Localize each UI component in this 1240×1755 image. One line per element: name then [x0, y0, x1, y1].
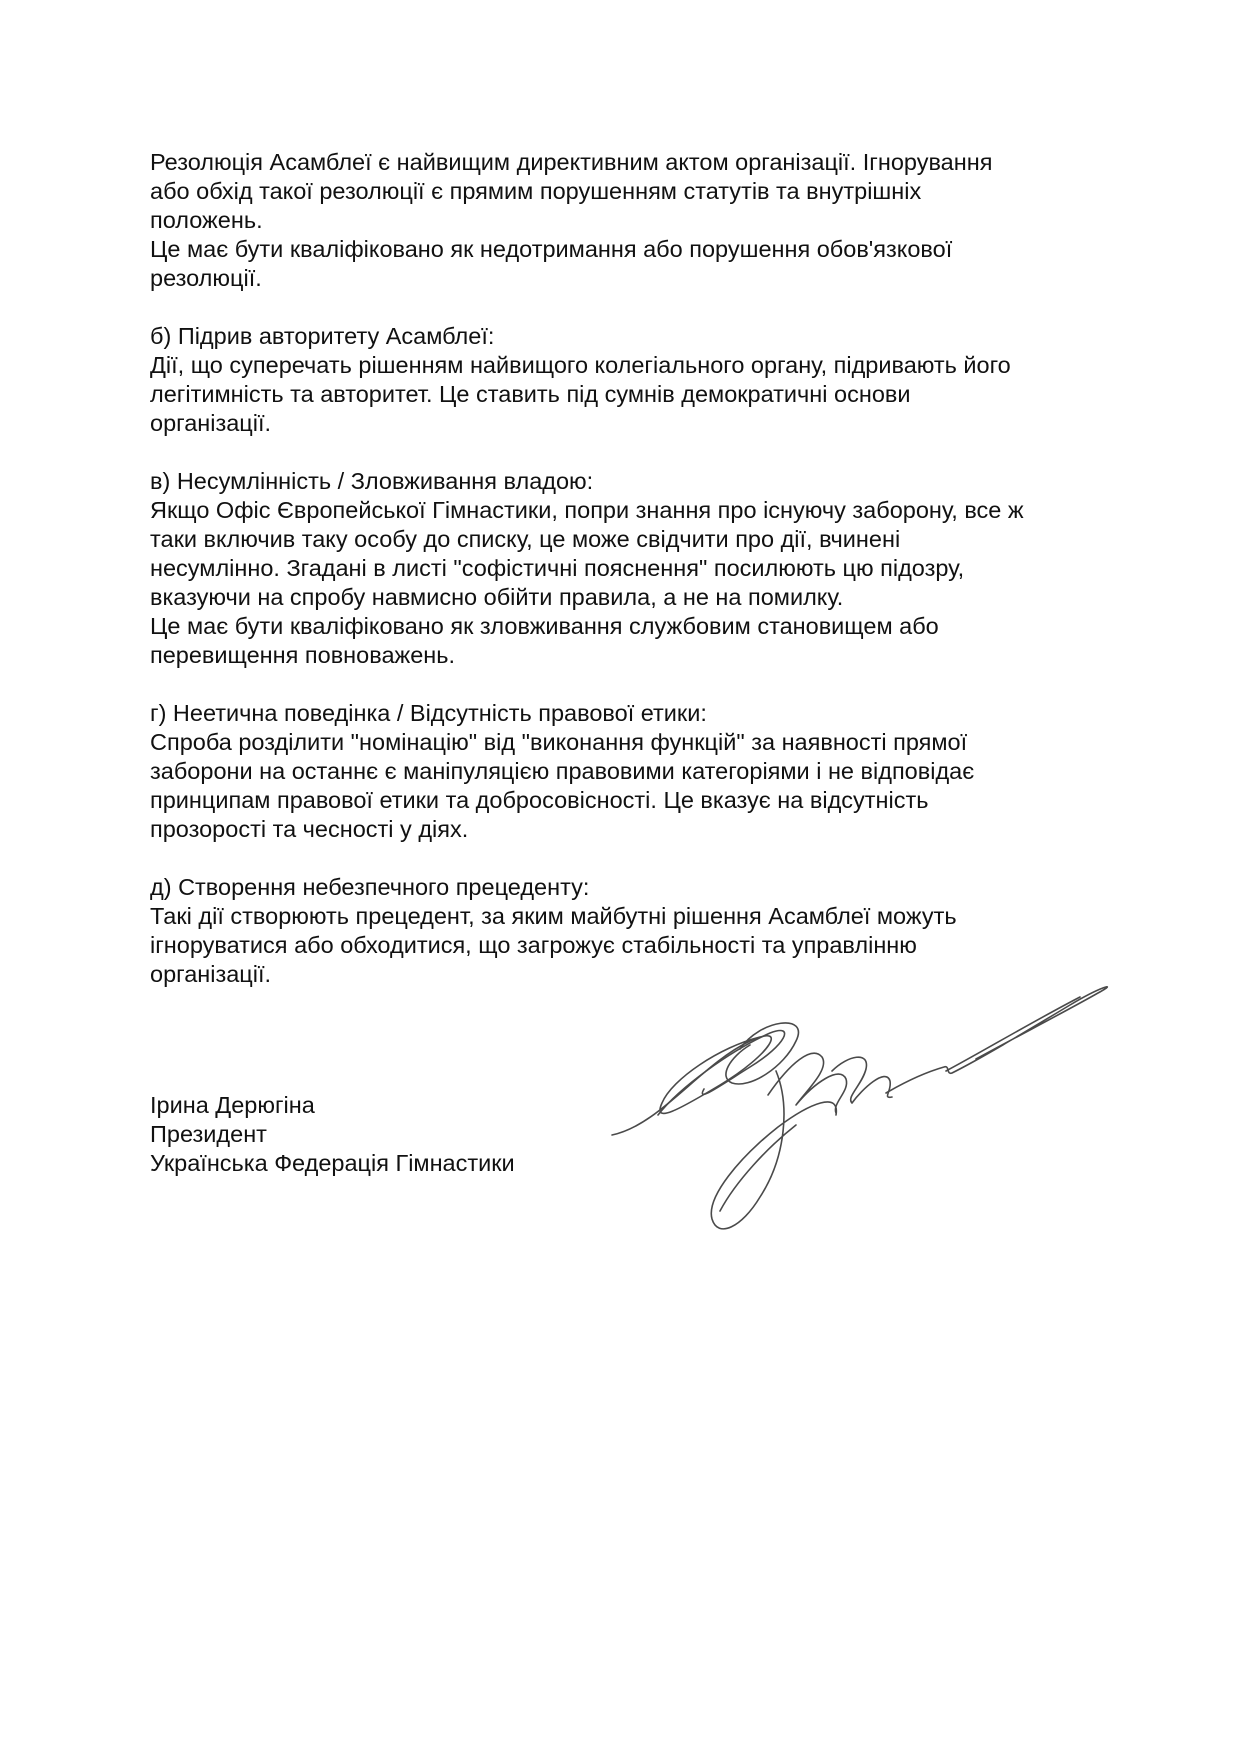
text-line: Резолюція Асамблеї є найвищим директивним актом організації. Ігнорування	[150, 149, 993, 175]
section-heading: д) Створення небезпечного прецеденту:	[150, 874, 590, 900]
paragraph-unethical-conduct	[150, 699, 1090, 844]
text-line: організації.	[150, 410, 272, 436]
signatory-block	[150, 1091, 515, 1178]
text-line: або обхід такої резолюції є прямим порушенням статутів та внутрішніх	[150, 178, 922, 204]
text-line: організації.	[150, 961, 272, 987]
text-line: принципам правової етики та добросовісності. Це вказує на відсутність	[150, 787, 929, 813]
section-heading: г) Неетична поведінка / Відсутність правової етики:	[150, 700, 707, 726]
letter-body	[150, 148, 1090, 1018]
text-line: резолюції.	[150, 265, 262, 291]
text-line: таки включив таку особу до списку, це може свідчити про дії, вчинені	[150, 526, 901, 552]
text-line: Такі дії створюють прецедент, за яким майбутні рішення Асамблеї можуть	[150, 903, 957, 929]
text-line: Це має бути кваліфіковано як зловживання службовим становищем або	[150, 613, 939, 639]
section-heading: б) Підрив авторитету Асамблеї:	[150, 323, 495, 349]
section-heading: в) Несумлінність / Зловживання владою:	[150, 468, 594, 494]
text-line: прозорості та чесності у діях.	[150, 816, 469, 842]
signatory-name: Ірина Дерюгіна	[150, 1092, 315, 1118]
text-line: несумлінно. Згадані в листі "софістичні пояснення" посилюють цю підозру,	[150, 555, 965, 581]
text-line: Це має бути кваліфіковано як недотримання або порушення обов'язкової	[150, 236, 953, 262]
text-line: вказуючи на спробу навмисно обійти правила, а не на помилку.	[150, 584, 844, 610]
signatory-title: Президент	[150, 1121, 267, 1147]
text-line: Якщо Офіс Європейської Гімнастики, попри знання про існуючу заборону, все ж	[150, 497, 1024, 523]
paragraph-resolution-violation	[150, 148, 1090, 293]
paragraph-bad-faith	[150, 467, 1090, 670]
text-line: легітимність та авторитет. Це ставить під сумнів демократичні основи	[150, 381, 911, 407]
paragraph-authority-undermining	[150, 322, 1090, 438]
paragraph-dangerous-precedent	[150, 873, 1090, 989]
text-line: перевищення повноважень.	[150, 642, 456, 668]
text-line: Дії, що суперечать рішенням найвищого колегіального органу, підривають його	[150, 352, 1011, 378]
text-line: заборони на останнє є маніпуляцією правовими категоріями і не відповідає	[150, 758, 975, 784]
text-line: ігноруватися або обходитися, що загрожує стабільності та управлінню	[150, 932, 917, 958]
text-line: Спроба розділити "номінацію" від "виконання функцій" за наявності прямої	[150, 729, 968, 755]
signatory-organization: Українська Федерація Гімнастики	[150, 1150, 515, 1176]
text-line: положень.	[150, 207, 263, 233]
handwritten-signature	[600, 975, 1140, 1245]
signature-ink-strokes	[612, 987, 1107, 1229]
